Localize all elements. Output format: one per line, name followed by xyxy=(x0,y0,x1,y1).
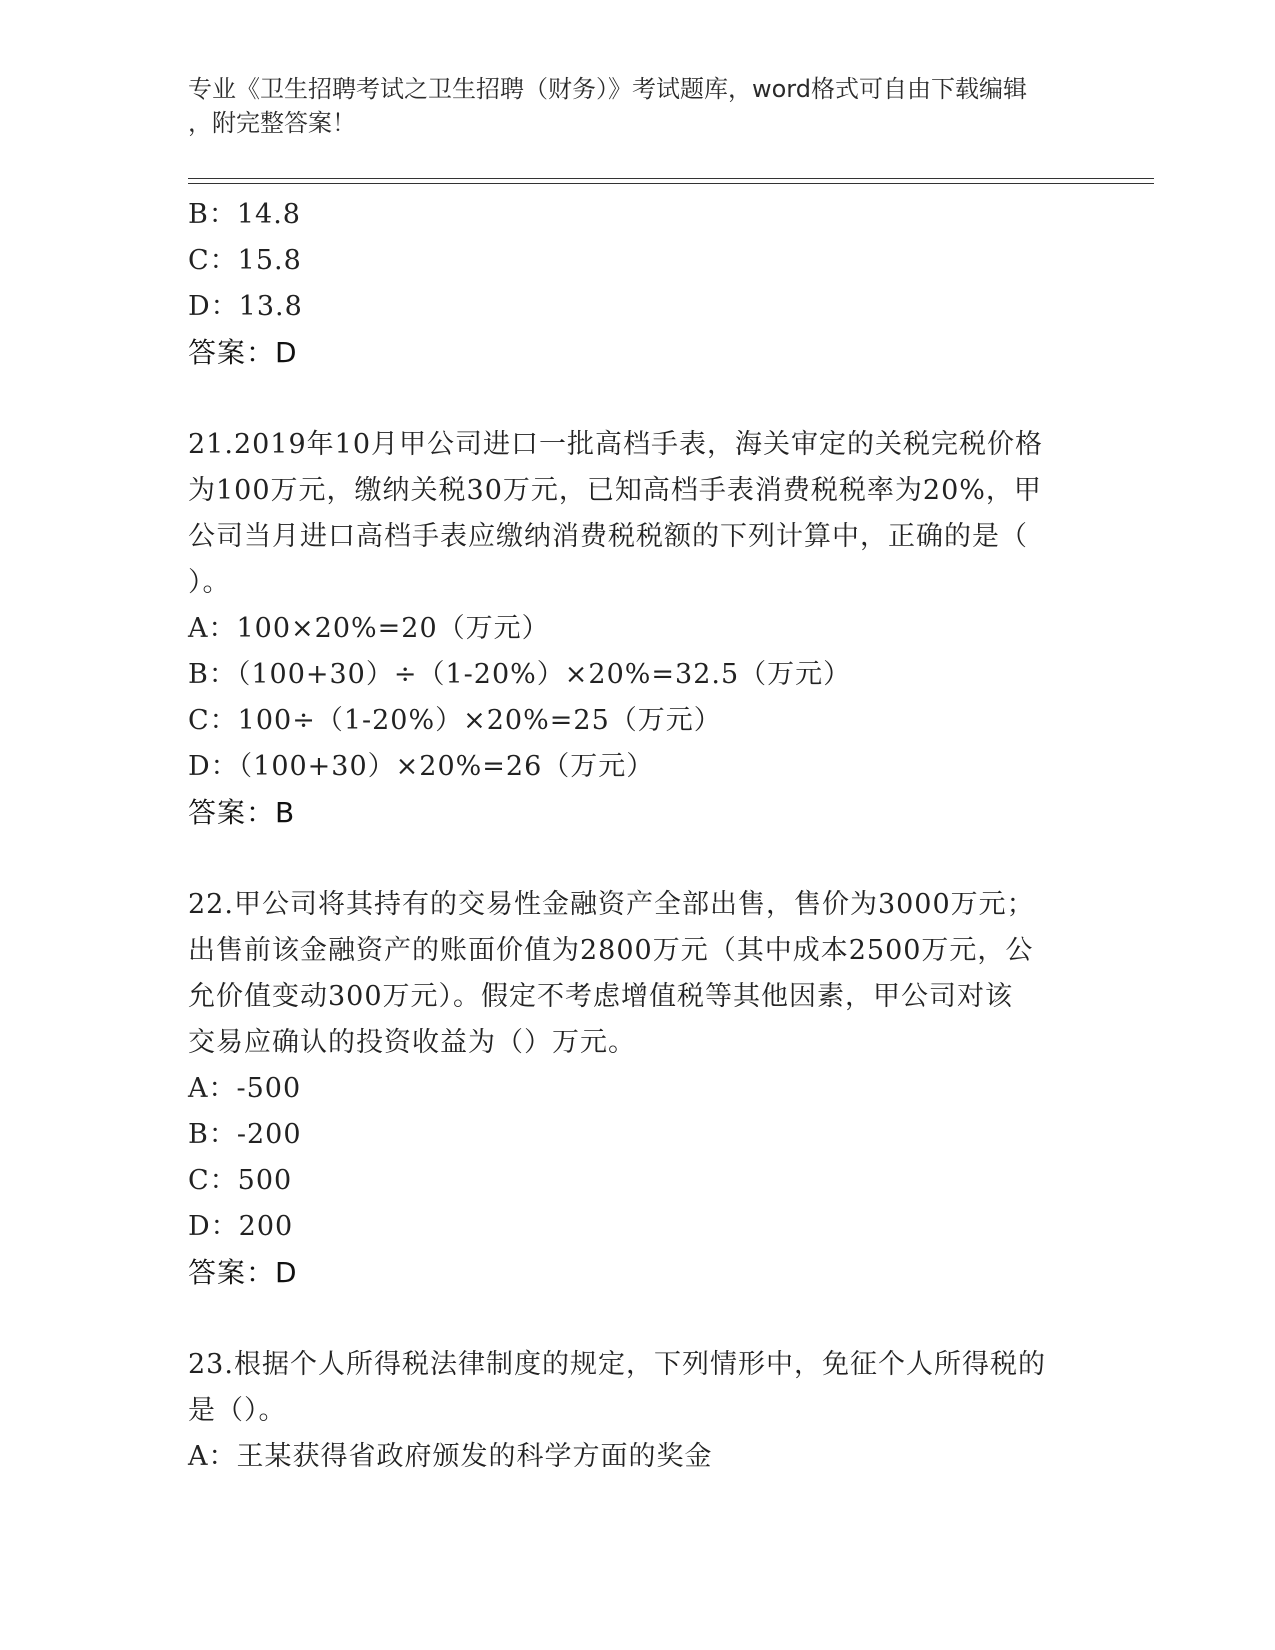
option-b: B：（100+30）÷（1-20%）×20%=32.5（万元） xyxy=(188,659,852,690)
spacer xyxy=(188,1296,1088,1342)
question-stem-line: 公司当月进口高档手表应缴纳消费税税额的下列计算中，正确的是（ xyxy=(188,521,1028,552)
question-stem-line: 21.2019年10月甲公司进口一批高档手表，海关审定的关税完税价格 xyxy=(188,429,1044,460)
header-line-1: 专业《卫生招聘考试之卫生招聘（财务）》考试题库，word格式可自由下载编辑 xyxy=(188,75,1027,103)
option-b: B：14.8 xyxy=(188,199,301,230)
option-c: C：500 xyxy=(188,1165,293,1196)
question-stem-line: 交易应确认的投资收益为（）万元。 xyxy=(188,1027,636,1058)
question-stem-line: 允价值变动300万元）。假定不考虑增值税等其他因素，甲公司对该 xyxy=(188,981,1014,1012)
option-d: D：（100+30）×20%=26（万元） xyxy=(188,751,655,782)
option-b: B：-200 xyxy=(188,1119,302,1150)
header-rule-top xyxy=(188,178,1154,179)
question-stem-line: 是（）。 xyxy=(188,1395,287,1426)
question-stem-line: ）。 xyxy=(188,567,231,598)
question-content xyxy=(188,192,1088,1480)
answer-label: 答案：B xyxy=(188,796,296,829)
option-c: C：100÷（1-20%）×20%=25（万元） xyxy=(188,705,722,736)
header-rule-bottom xyxy=(188,183,1154,184)
answer-label: 答案：D xyxy=(188,336,298,369)
spacer xyxy=(188,836,1088,882)
option-a: A：-500 xyxy=(188,1073,302,1104)
header-line-2: ，附完整答案！ xyxy=(188,109,356,137)
option-a: A：王某获得省政府颁发的科学方面的奖金 xyxy=(188,1441,713,1472)
question-stem-line: 23.根据个人所得税法律制度的规定，下列情形中，免征个人所得税的 xyxy=(188,1349,1046,1380)
question-20-tail xyxy=(188,192,1088,376)
option-d: D：13.8 xyxy=(188,291,303,322)
document-header xyxy=(188,72,1068,140)
option-d: D：200 xyxy=(188,1211,294,1242)
question-stem-line: 22.甲公司将其持有的交易性金融资产全部出售，售价为3000万元； xyxy=(188,889,1035,920)
option-c: C：15.8 xyxy=(188,245,302,276)
question-21 xyxy=(188,422,1088,836)
question-stem-line: 出售前该金融资产的账面价值为2800万元（其中成本2500万元，公 xyxy=(188,935,1034,966)
option-a: A：100×20%=20（万元） xyxy=(188,613,550,644)
question-23 xyxy=(188,1342,1088,1480)
answer-label: 答案：D xyxy=(188,1256,298,1289)
question-22 xyxy=(188,882,1088,1296)
spacer xyxy=(188,376,1088,422)
question-stem-line: 为100万元，缴纳关税30万元，已知高档手表消费税税率为20%，甲 xyxy=(188,475,1042,506)
